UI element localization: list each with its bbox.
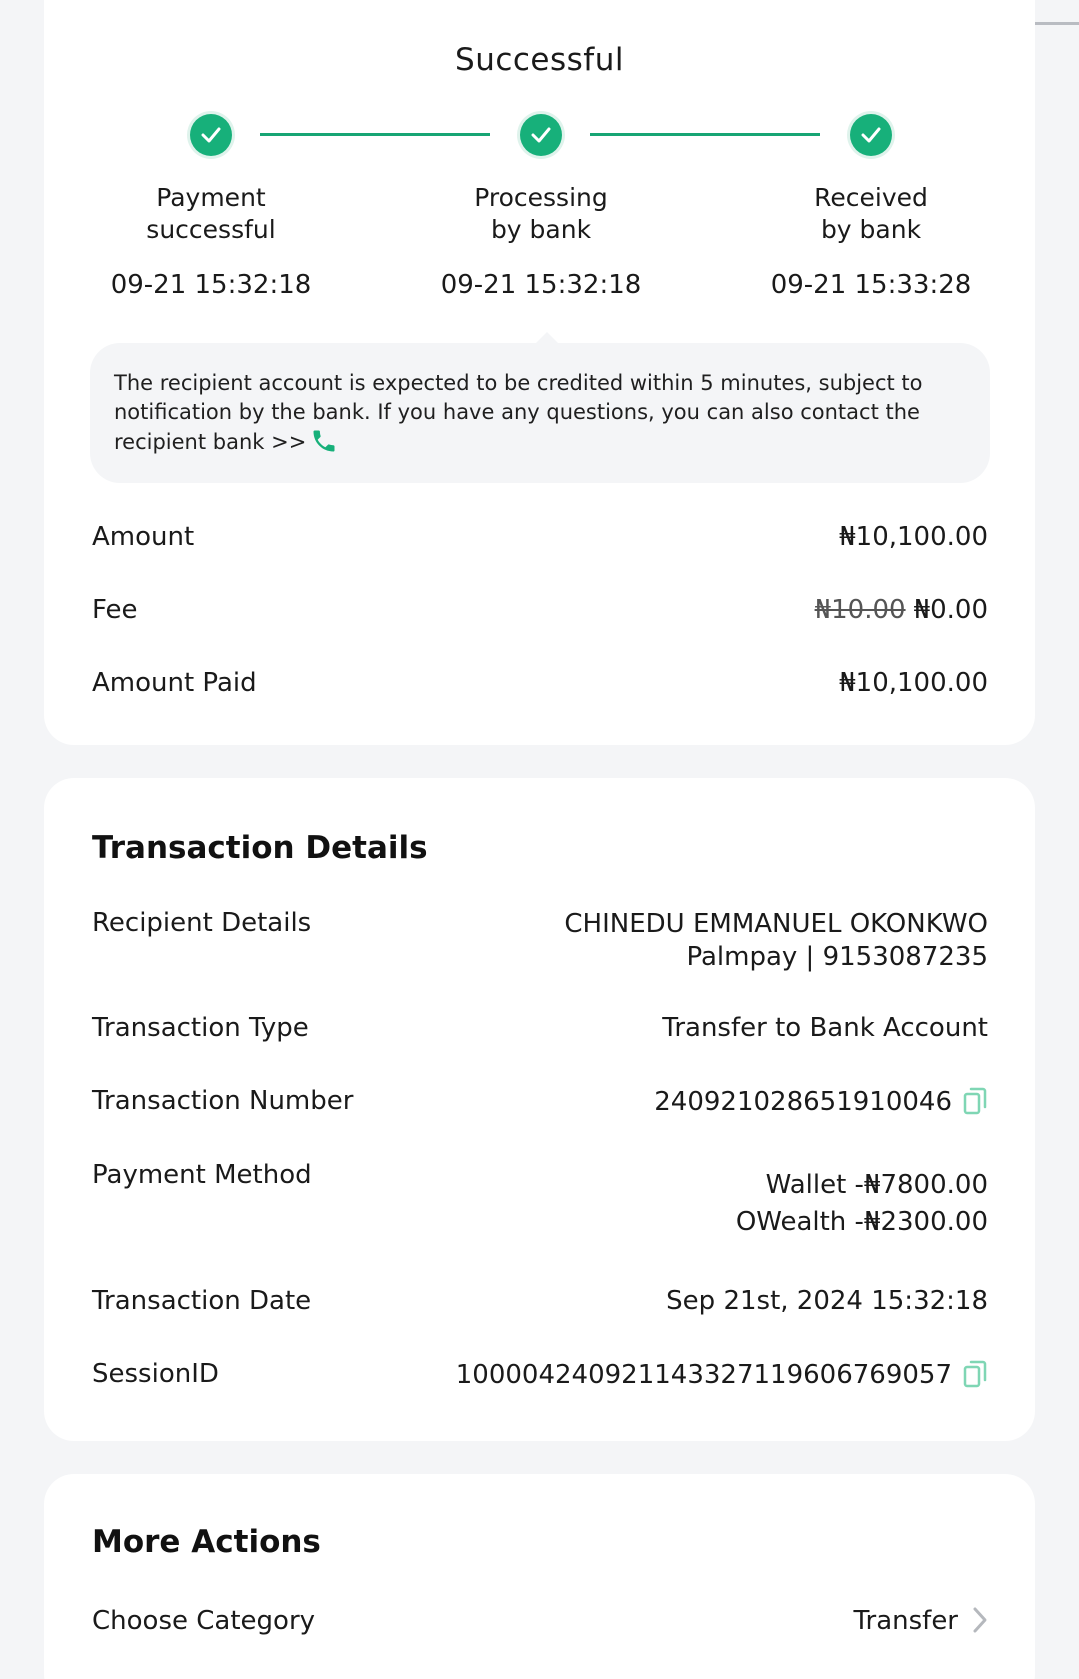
- notice-pointer: [536, 332, 558, 343]
- amount-value: ₦10,100.00: [839, 522, 988, 552]
- more-actions-title: More Actions: [92, 1524, 321, 1560]
- status-title: Successful: [455, 42, 624, 78]
- copy-icon[interactable]: [962, 1359, 988, 1389]
- recipient-name: CHINEDU EMMANUEL OKONKWO: [564, 909, 988, 939]
- notice-text: The recipient account is expected to be credited within 5 minutes, subject to notification by the bank. If you have any questions, you can also contact the: [114, 371, 923, 424]
- payment-method-wallet: Wallet -₦7800.00: [765, 1170, 988, 1200]
- session-id-label: SessionID: [92, 1359, 219, 1389]
- fee-label: Fee: [92, 595, 138, 625]
- choose-category-label: Choose Category: [92, 1606, 316, 1636]
- choose-category-value-group[interactable]: [853, 1606, 988, 1636]
- transaction-number-label: Transaction Number: [92, 1086, 354, 1116]
- more-actions-card: [44, 1474, 1035, 1679]
- payment-method-value: [735, 1160, 988, 1237]
- session-id-value: 100004240921143327119606769057: [455, 1360, 952, 1390]
- recipient-value: [564, 908, 988, 974]
- transaction-number-value: 240921028651910046: [654, 1087, 952, 1117]
- step-connector-1: [260, 133, 490, 136]
- transaction-number-value-group: [654, 1086, 988, 1117]
- recipient-label: Recipient Details: [92, 908, 312, 938]
- fee-value: ₦0.00: [913, 595, 988, 625]
- transaction-type-value: Transfer to Bank Account: [662, 1013, 988, 1043]
- step-1-check-icon: [190, 114, 232, 156]
- transaction-date-label: Transaction Date: [92, 1286, 312, 1316]
- transaction-details-card: [44, 778, 1035, 1441]
- transaction-details-title: Transaction Details: [92, 830, 428, 866]
- phone-icon[interactable]: [310, 427, 338, 455]
- step-1-time: 09-21 15:32:18: [110, 270, 312, 300]
- step-3-check-icon: [850, 114, 892, 156]
- transaction-date-value: Sep 21st, 2024 15:32:18: [666, 1286, 988, 1316]
- fee-value-group: [815, 595, 988, 625]
- payment-method-owealth: OWealth -₦2300.00: [735, 1207, 988, 1237]
- step-2-time: 09-21 15:32:18: [440, 270, 642, 300]
- recipient-bank-link-label: recipient bank >>: [114, 430, 307, 454]
- step-2-label: Processing by bank: [474, 183, 608, 244]
- step-3-label: Received by bank: [814, 183, 928, 244]
- transaction-type-label: Transaction Type: [92, 1013, 309, 1043]
- step-1-label: Payment successful: [146, 183, 276, 244]
- recipient-account: Palmpay | 9153087235: [686, 942, 988, 972]
- status-card: [44, 0, 1035, 745]
- choose-category-value: Transfer: [853, 1606, 958, 1636]
- notice-box: [90, 343, 990, 483]
- amount-label: Amount: [92, 522, 195, 552]
- step-2-check-icon: [520, 114, 562, 156]
- step-3-time: 09-21 15:33:28: [770, 270, 972, 300]
- chevron-right-icon: [972, 1606, 988, 1634]
- fee-original: ₦10.00: [814, 595, 906, 625]
- copy-icon[interactable]: [962, 1086, 988, 1116]
- payment-method-label: Payment Method: [92, 1160, 312, 1190]
- amount-paid-label: Amount Paid: [92, 668, 257, 698]
- recipient-bank-link[interactable]: [114, 430, 338, 454]
- session-id-value-group: [456, 1359, 988, 1390]
- amount-paid-value: ₦10,100.00: [839, 668, 988, 698]
- step-connector-2: [590, 133, 820, 136]
